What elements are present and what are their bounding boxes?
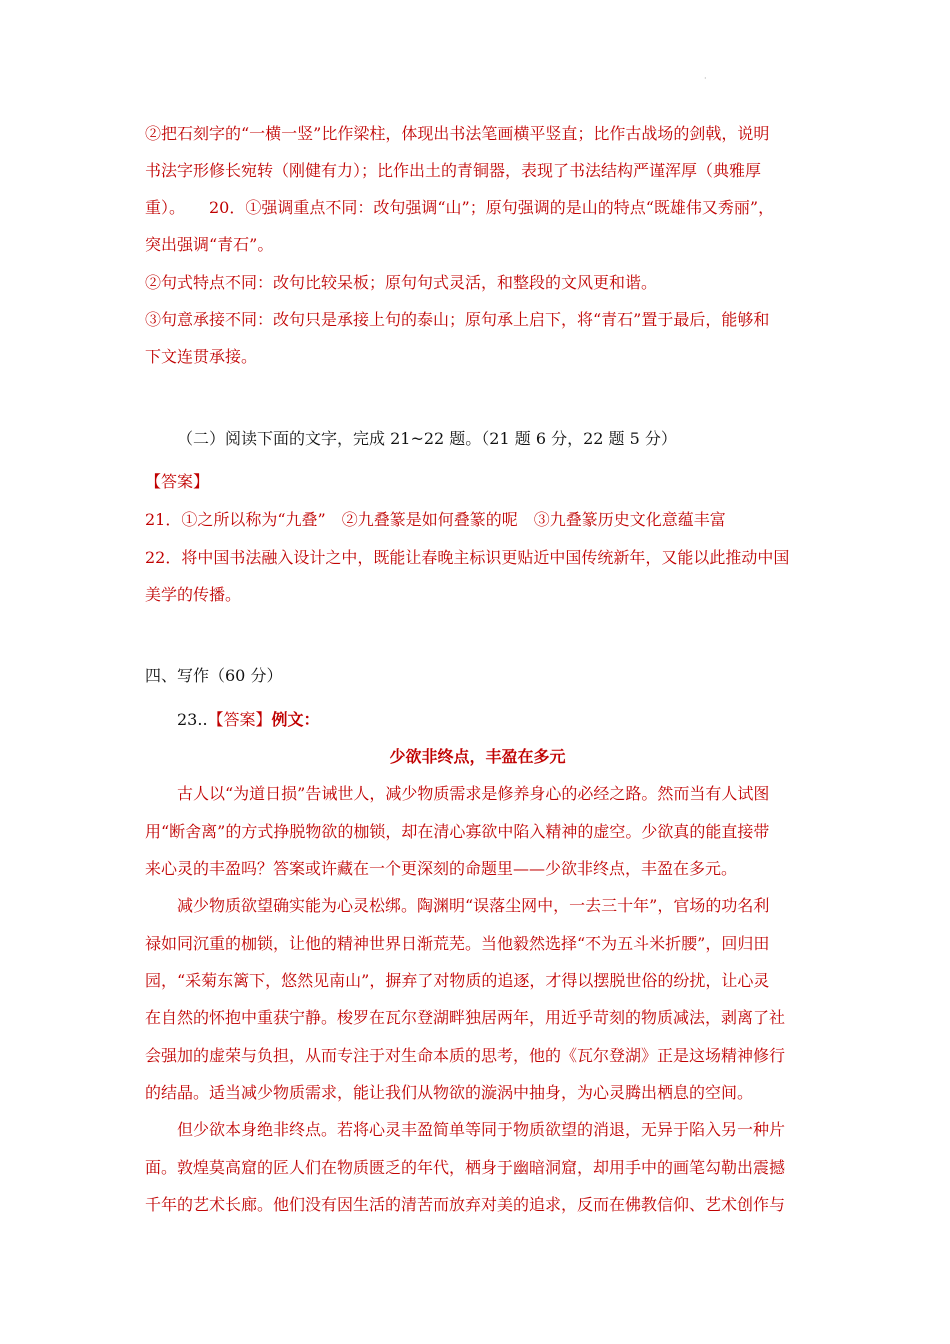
question-23-number: 23.. <box>177 710 208 729</box>
essay-p1-line-3: 来心灵的丰盈吗？答案或许藏在一个更深刻的命题里——少欲非终点，丰盈在多元。 <box>145 859 738 878</box>
essay-p2-line-3: 园，“采菊东篱下，悠然见南山”，摒弃了对物质的追逐，才得以摆脱世俗的纷扰，让心灵 <box>145 971 770 990</box>
answer-tag: 【答案】 <box>145 472 210 491</box>
answer-20-line-5: 下文连贯承接。 <box>145 347 258 366</box>
section-2-heading: （二）阅读下面的文字，完成 21~22 题。（21 题 6 分，22 题 5 分） <box>177 429 677 448</box>
essay-p3-line-3: 千年的艺术长廊。他们没有因生活的清苦而放弃对美的追求，反而在佛教信仰、艺术创作与 <box>145 1195 786 1214</box>
question-23-answer-tag: 【答案】 <box>207 710 272 729</box>
writing-heading: 四、写作（60 分） <box>145 666 283 685</box>
essay-p2-line-6: 的结晶。适当减少物质需求，能让我们从物欲的漩涡中抽身，为心灵腾出栖息的空间。 <box>145 1083 754 1102</box>
essay-p1-line-2: 用“断舍离”的方式挣脱物欲的枷锁，却在清心寡欲中陷入精神的虚空。少欲真的能直接带 <box>145 822 770 841</box>
answer-20-line-4: ③句意承接不同：改句只是承接上句的泰山；原句承上启下，将“青石”置于最后，能够和 <box>145 310 770 329</box>
answer-22-line-1: 22．将中国书法融入设计之中，既能让春晚主标识更贴近中国传统新年，又能以此推动中国 <box>145 548 790 567</box>
essay-p2-line-5: 会强加的虚荣与负担，从而专注于对生命本质的思考，他的《瓦尔登湖》正是这场精神修行 <box>145 1046 786 1065</box>
essay-p2-line-1: 减少物质欲望确实能为心灵松绑。陶渊明“误落尘网中，一去三十年”，官场的功名利 <box>177 896 770 915</box>
essay-p3-line-1: 但少欲本身绝非终点。若将心灵丰盈简单等同于物质欲望的消退，无异于陷入另一种片 <box>177 1120 786 1139</box>
essay-p2-line-2: 禄如同沉重的枷锁，让他的精神世界日渐荒芜。当他毅然选择“不为五斗米折腰”，回归田 <box>145 934 770 953</box>
answer-22-line-2: 美学的传播。 <box>145 585 242 604</box>
essay-p3-line-2: 面。敦煌莫高窟的匠人们在物质匮乏的年代，栖身于幽暗洞窟，却用手中的画笔勾勒出震撼 <box>145 1158 786 1177</box>
essay-p2-line-4: 在自然的怀抱中重获宁静。梭罗在瓦尔登湖畔独居两年，用近乎苛刻的物质减法，剥离了社 <box>145 1008 786 1027</box>
answer-20-line-3: ②句式特点不同：改句比较呆板；原句句式灵活，和整段的文风更和谐。 <box>145 273 658 292</box>
answer-19-line-1: ②把石刻字的“一横一竖”比作梁柱，体现出书法笔画横平竖直；比作古战场的剑戟，说明 <box>145 124 770 143</box>
question-23-example-label: 例文： <box>271 710 320 729</box>
answer-20-line-1: 重）。 20．①强调重点不同：改句强调“山”；原句强调的是山的特点“既雄伟又秀丽”， <box>145 198 775 217</box>
answer-20-line-2: 突出强调“青石”。 <box>145 235 274 254</box>
question-23-label <box>177 710 842 730</box>
header-mark: · <box>704 74 707 83</box>
answer-21: 21．①之所以称为“九叠” ②九叠篆是如何叠篆的呢 ③九叠篆历史文化意蕴丰富 <box>145 510 726 529</box>
essay-p1-line-1: 古人以“为道日损”告诫世人，减少物质需求是修养身心的必经之路。然而当有人试图 <box>177 784 770 803</box>
answer-19-line-2: 书法字形修长宛转（刚健有力）；比作出土的青铜器，表现了书法结构严谨浑厚（典雅厚 <box>145 161 762 180</box>
essay-title: 少欲非终点，丰盈在多元 <box>389 747 566 766</box>
